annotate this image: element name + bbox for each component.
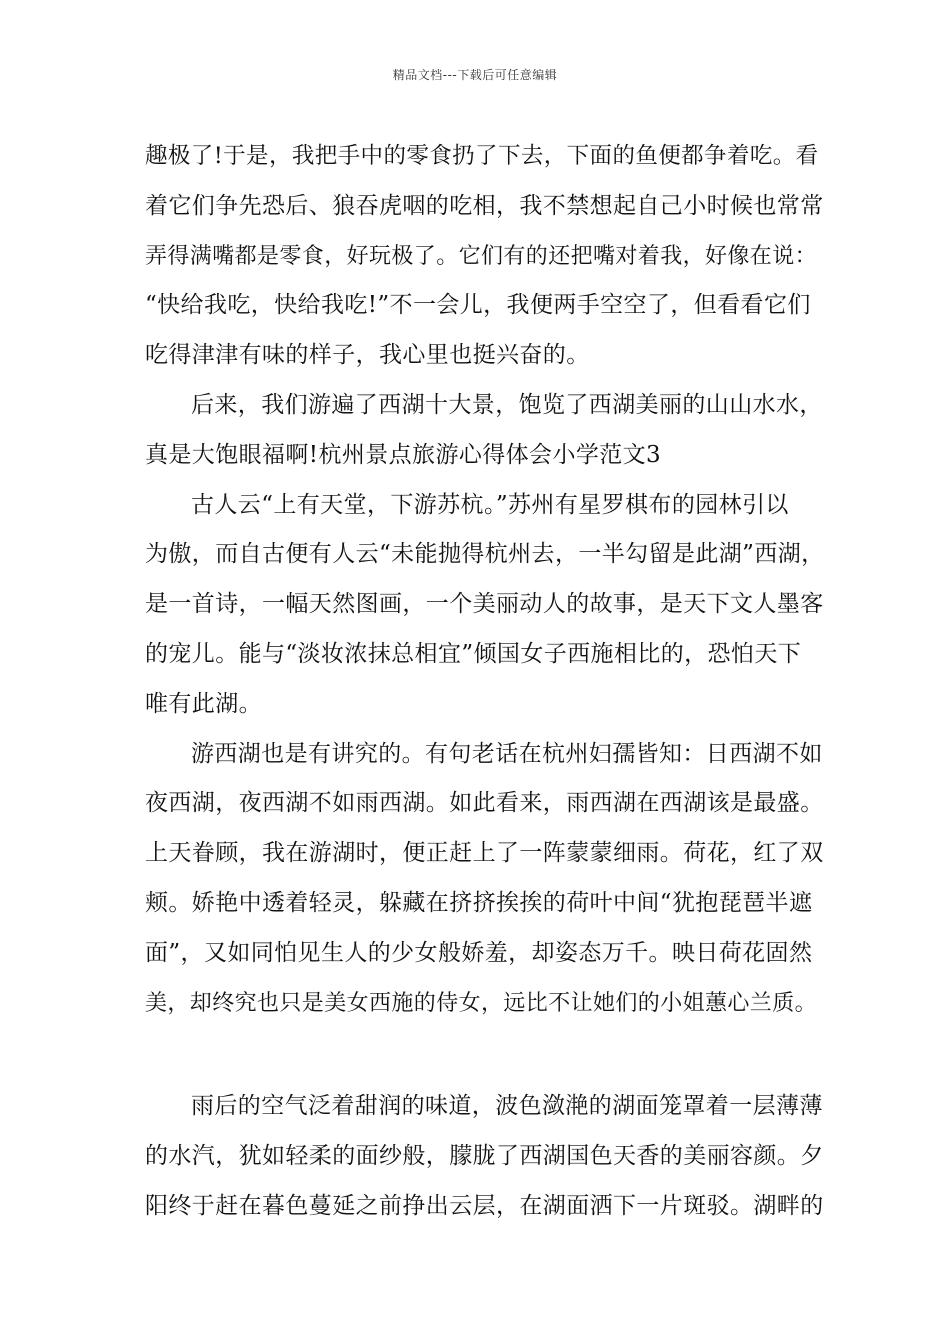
text-line: 古人云“上有天堂，下游苏杭。”苏州有星罗棋布的园林引以 xyxy=(191,491,789,518)
text-line: 后来，我们游遍了西湖十大景，饱览了西湖美丽的山山水水， xyxy=(191,391,823,418)
text-line: 阳终于赶在暮色蔓延之前挣出云层，在湖面洒下一片斑驳。湖畔的 xyxy=(145,1192,824,1219)
text-line: “快给我吃，快给我吃!”不一会儿，我便两手空空了，但看看它们 xyxy=(145,292,811,319)
text-line: 美，却终究也只是美女西施的侍女，远比不让她们的小姐蕙心兰质。 xyxy=(145,990,818,1016)
text-line: 是一首诗，一幅天然图画，一个美丽动人的故事，是天下文人墨客 xyxy=(145,591,824,618)
text-line: 趣极了!于是，我把手中的零食扔了下去，下面的鱼便都争着吃。看 xyxy=(145,143,819,169)
text-line: 的宠儿。能与“淡妆浓抹总相宜”倾国女子西施相比的，恐怕天下 xyxy=(145,640,802,667)
text-line: 颊。娇艳中透着轻灵，躲藏在挤挤挨挨的荷叶中间“犹抱琵琶半遮 xyxy=(145,889,813,916)
text-line: 弄得满嘴都是零食，好玩极了。它们有的还把嘴对着我，好像在说： xyxy=(145,243,818,269)
text-line: 夜西湖，夜西湖不如雨西湖。如此看来，雨西湖在西湖该是最盛。 xyxy=(145,790,824,817)
paragraph xyxy=(145,1082,825,1231)
text-line: 真是大饱眼福啊!杭州景点旅游心得体会小学范文3 xyxy=(145,441,662,468)
text-line: 雨后的空气泛着甜润的味道，波色潋滟的湖面笼罩着一层薄薄 xyxy=(191,1093,823,1120)
page-header: 精品文档---下载后可任意编辑 xyxy=(392,68,558,82)
text-line: 唯有此湖。 xyxy=(145,690,262,717)
text-line: 上天眷顾，我在游湖时，便正赶上了一阵蒙蒙细雨。荷花，红了双 xyxy=(145,840,824,867)
text-line: 游西湖也是有讲究的。有句老话在杭州妇孺皆知：日西湖不如 xyxy=(191,740,823,767)
paragraph-continuation xyxy=(145,132,825,381)
text-line: 吃得津津有味的样子，我心里也挺兴奋的。 xyxy=(145,342,590,369)
text-line: 为傲，而自古便有人云“未能抛得杭州去，一半勾留是此湖”西湖， xyxy=(145,541,825,568)
text-line: 着它们争先恐后、狼吞虎咽的吃相，我不禁想起自己小时候也常常 xyxy=(145,192,824,219)
paragraph xyxy=(145,730,825,1029)
paragraph-gap xyxy=(145,1028,825,1082)
paragraph xyxy=(145,481,825,730)
paragraph xyxy=(145,381,825,481)
text-line: 的水汽，犹如轻柔的面纱般，朦胧了西湖国色天香的美丽容颜。夕 xyxy=(145,1143,824,1170)
document-body xyxy=(145,132,825,1232)
text-line: 面”，又如同怕见生人的少女般娇羞，却姿态万千。映日荷花固然 xyxy=(145,939,813,966)
